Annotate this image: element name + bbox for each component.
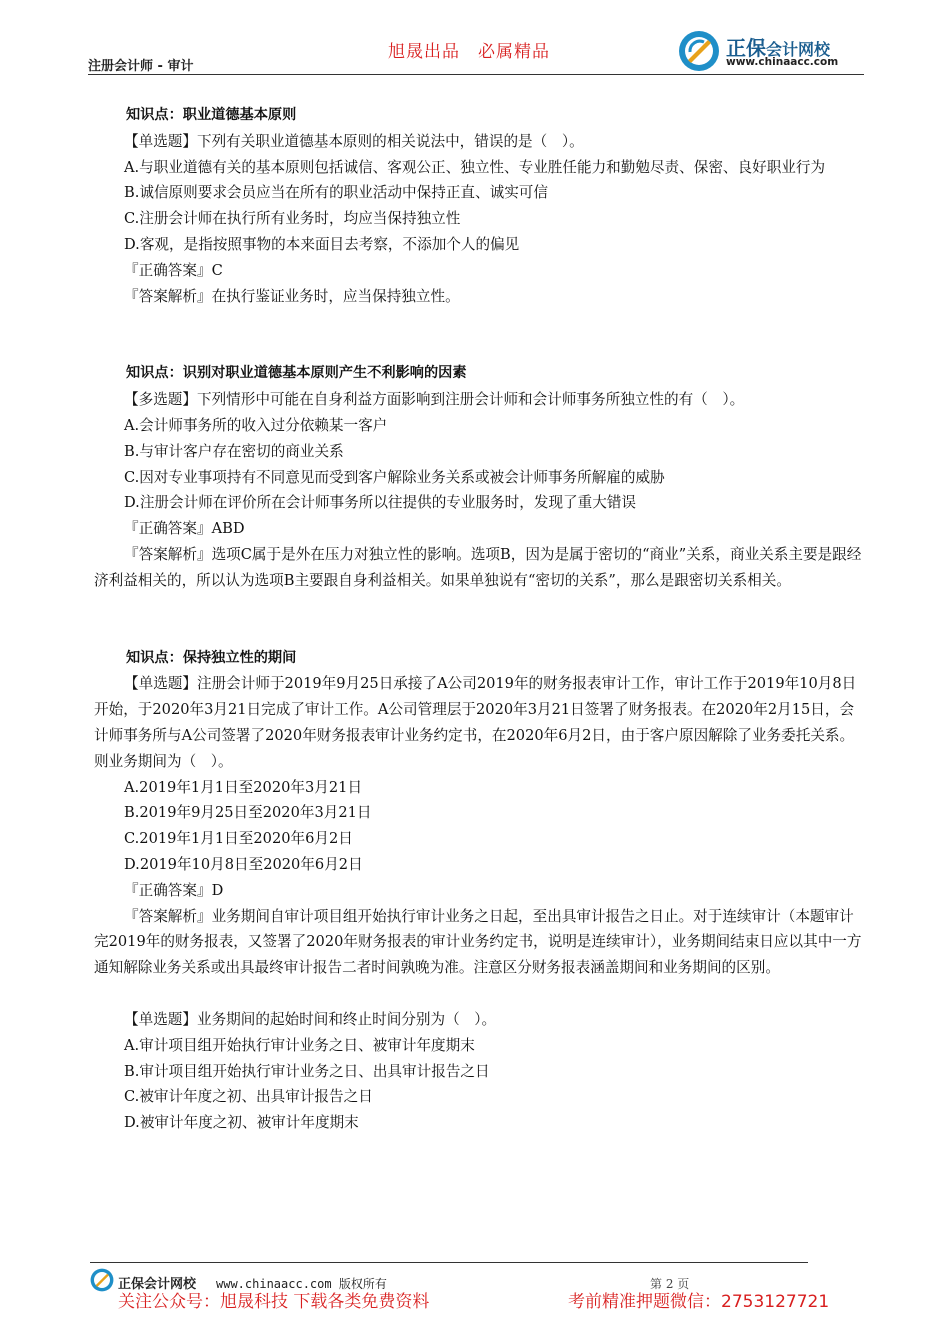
- course-title: 注册会计师 - 审计: [88, 59, 194, 74]
- logo-url: www.chinaacc.com: [726, 56, 839, 68]
- option-c: C.因对专业事项持有不同意见而受到客户解除业务关系或被会计师事务所解雇的威胁: [124, 468, 665, 486]
- option-c: C.被审计年度之初、出具审计报告之日: [124, 1088, 373, 1106]
- topic-heading: 知识点：识别对职业道德基本原则产生不利影响的因素: [126, 365, 467, 382]
- logo-name-big: 正保: [726, 36, 766, 60]
- footer-logo-icon: [90, 1268, 114, 1292]
- option-a: A.2019年1月1日至2020年3月21日: [124, 778, 363, 796]
- option-d: D.被审计年度之初、被审计年度期末: [124, 1114, 359, 1132]
- slogan-part-1: 旭晟出品: [388, 42, 460, 62]
- section-independence-period: [94, 646, 862, 981]
- footer-brand: 正保会计网校: [118, 1277, 197, 1292]
- chinaacc-logo: [678, 30, 868, 74]
- question-text: 【单选题】注册会计师于2019年9月25日承接了A公司2019年的财务报表审计工作，审计工作于2019年10月8日开始，于2020年3月21日完成了审计工作。A公司管理层于2020年3月21日签署了财务报表。在2020年2月15日，会计师事务所与A公司签署了2020年财务报表审计业务约定书，在2020年6月2日，由于客户原因解除了业务委托关系。则业务期间为（ ）。: [94, 675, 857, 770]
- slogan-part-2: 必属精品: [478, 42, 550, 62]
- chinaacc-logo-icon: [678, 30, 720, 72]
- correct-answer: 『正确答案』C: [124, 261, 223, 279]
- section-adverse-influence-factors: [94, 361, 862, 593]
- question-text: 【单选题】下列有关职业道德基本原则的相关说法中，错误的是（ ）。: [124, 132, 584, 150]
- answer-analysis: 『答案解析』业务期间自审计项目组开始执行审计业务之日起，至出具审计报告之日止。对于连续审计（本题审计完2019年的财务报表，又签署了2020年财务报表的审计业务约定书，说明是连续审计），业务期间结束日应以其中一方通知解除业务关系或出具最终审计报告二者时间孰晚为准。注意区分财务报表涵盖期间和业务期间的区别。: [94, 907, 862, 977]
- answer-analysis: 『答案解析』选项C属于是外在压力对独立性的影响。选项B，因为是属于密切的“商业”关系，商业关系主要是跟经济利益相关的，所以认为选项B主要跟自身利益相关。如果单独说有“密切的关系”，那么是跟密切关系相关。: [94, 545, 862, 589]
- question-text: 【多选题】下列情形中可能在自身利益方面影响到注册会计师和会计师事务所独立性的有（ ）。: [124, 391, 745, 409]
- page-number: 第 2 页: [650, 1277, 690, 1291]
- document-body: [94, 103, 862, 1136]
- option-d: D.2019年10月8日至2020年6月2日: [124, 855, 363, 873]
- option-b: B.诚信原则要求会员应当在所有的职业活动中保持正直、诚实可信: [124, 184, 548, 202]
- option-d: D.客观，是指按照事物的本来面目去考察，不添加个人的偏见: [124, 235, 520, 253]
- topic-heading: 知识点：保持独立性的期间: [126, 649, 297, 666]
- footer-divider: [90, 1262, 808, 1263]
- option-a: A.会计师事务所的收入过分依赖某一客户: [124, 416, 388, 434]
- answer-analysis: 『答案解析』在执行鉴证业务时，应当保持独立性。: [124, 287, 460, 305]
- option-a: A.审计项目组开始执行审计业务之日、被审计年度期末: [124, 1036, 475, 1054]
- watermark-left: 关注公众号：旭晟科技 下载各类免费资料: [118, 1292, 430, 1312]
- option-c: C.注册会计师在执行所有业务时，均应当保持独立性: [124, 210, 461, 228]
- topic-heading: 知识点：职业道德基本原则: [126, 107, 297, 123]
- section-professional-ethics-principles: [94, 103, 862, 309]
- header-divider: [88, 74, 864, 75]
- option-b: B.与审计客户存在密切的商业关系: [124, 442, 344, 460]
- option-b: B.2019年9月25日至2020年3月21日: [124, 804, 372, 822]
- option-d: D.注册会计师在评价所在会计师事务所以往提供的专业服务时，发现了重大错误: [124, 494, 637, 512]
- section-extra-question: [94, 1007, 862, 1136]
- header-slogan: [388, 37, 550, 62]
- option-b: B.审计项目组开始执行审计业务之日、出具审计报告之日: [124, 1062, 490, 1080]
- correct-answer: 『正确答案』ABD: [124, 520, 245, 538]
- option-c: C.2019年1月1日至2020年6月2日: [124, 830, 353, 848]
- footer-copyright: www.chinaacc.com 版权所有: [216, 1277, 387, 1291]
- watermark-right: 考前精准押题微信：2753127721: [568, 1292, 830, 1312]
- option-a: A.与职业道德有关的基本原则包括诚信、客观公正、独立性、专业胜任能力和勤勉尽责、保密、良好职业行为: [124, 158, 826, 176]
- question-text: 【单选题】业务期间的起始时间和终止时间分别为（ ）。: [124, 1010, 497, 1028]
- correct-answer: 『正确答案』D: [124, 881, 224, 899]
- logo-name-rest: 会计网校: [766, 40, 831, 59]
